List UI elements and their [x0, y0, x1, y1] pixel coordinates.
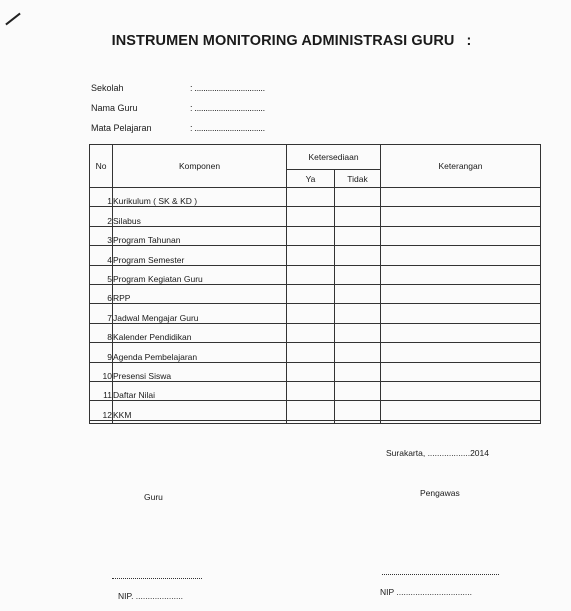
cell-tidak [335, 362, 381, 381]
row-komponen: Kalender Pendidikan [113, 323, 287, 342]
header-no: No [90, 145, 113, 188]
header-komponen: Komponen [113, 145, 287, 188]
row-number: 10 [90, 362, 113, 381]
place-date: Surakarta, ..................2014 [386, 448, 489, 458]
cell-keterangan [381, 323, 541, 342]
cell-ya [287, 381, 335, 400]
table-row [90, 265, 541, 284]
cell-tidak [335, 207, 381, 226]
cell-ya [287, 401, 335, 420]
cell-tidak [335, 284, 381, 303]
field-label: Mata Pelajaran [91, 123, 152, 133]
title-colon: : [466, 33, 472, 49]
table-row [90, 246, 541, 265]
row-komponen: KKM [113, 401, 287, 420]
cell-keterangan [381, 207, 541, 226]
row-number: 12 [90, 401, 113, 420]
cell-keterangan [381, 343, 541, 362]
row-number: 4 [90, 246, 113, 265]
field-label: Nama Guru [91, 103, 138, 113]
cell-ya [287, 246, 335, 265]
cell-keterangan [381, 246, 541, 265]
table-row [90, 226, 541, 245]
row-number: 1 [90, 188, 113, 207]
document-title [0, 33, 571, 49]
cell-keterangan [381, 188, 541, 207]
row-komponen: Agenda Pembelajaran [113, 343, 287, 362]
table-tail [90, 420, 541, 423]
header-ya: Ya [287, 170, 335, 188]
table-row [90, 304, 541, 323]
row-komponen: Program Semester [113, 246, 287, 265]
cell-keterangan [381, 401, 541, 420]
cell-keterangan [381, 381, 541, 400]
cell-tidak [335, 323, 381, 342]
row-komponen: Kurikulum ( SK & KD ) [113, 188, 287, 207]
pen-mark [5, 13, 20, 26]
cell-ya [287, 265, 335, 284]
tail-cell [335, 420, 381, 423]
table-row [90, 284, 541, 303]
field-value: : ................................ [190, 103, 265, 113]
monitoring-table [89, 144, 541, 424]
header-tidak: Tidak [335, 170, 381, 188]
title-text: INSTRUMEN MONITORING ADMINISTRASI GURU [111, 33, 455, 49]
cell-keterangan [381, 304, 541, 323]
row-number: 11 [90, 381, 113, 400]
header-ketersediaan: Ketersediaan [287, 145, 381, 170]
cell-tidak [335, 265, 381, 284]
cell-ya [287, 188, 335, 207]
table-row [90, 362, 541, 381]
row-komponen: Presensi Siswa [113, 362, 287, 381]
row-number: 5 [90, 265, 113, 284]
nip-left: NIP. .................... [118, 591, 184, 601]
table-row [90, 381, 541, 400]
cell-ya [287, 226, 335, 245]
row-number: 2 [90, 207, 113, 226]
cell-keterangan [381, 265, 541, 284]
cell-keterangan [381, 284, 541, 303]
row-komponen: Silabus [113, 207, 287, 226]
tail-cell [90, 420, 113, 423]
table-row [90, 343, 541, 362]
cell-tidak [335, 343, 381, 362]
signer-left-role: Guru [144, 492, 163, 502]
tail-cell [113, 420, 287, 423]
field-value: : ................................ [190, 83, 265, 93]
cell-tidak [335, 304, 381, 323]
row-komponen: Program Tahunan [113, 226, 287, 245]
row-komponen: Daftar Nilai [113, 381, 287, 400]
cell-ya [287, 207, 335, 226]
field-label: Sekolah [91, 83, 124, 93]
signature-line-left [112, 578, 202, 579]
table-row [90, 323, 541, 342]
row-komponen: Program Kegiatan Guru [113, 265, 287, 284]
row-number: 3 [90, 226, 113, 245]
row-komponen: RPP [113, 284, 287, 303]
signature-line-right [382, 574, 499, 575]
row-number: 8 [90, 323, 113, 342]
cell-ya [287, 362, 335, 381]
table-row [90, 207, 541, 226]
cell-keterangan [381, 362, 541, 381]
header-keterangan: Keterangan [381, 145, 541, 188]
cell-tidak [335, 401, 381, 420]
cell-ya [287, 284, 335, 303]
cell-tidak [335, 381, 381, 400]
cell-tidak [335, 246, 381, 265]
cell-keterangan [381, 226, 541, 245]
cell-ya [287, 323, 335, 342]
cell-tidak [335, 226, 381, 245]
nip-right: NIP ................................ [380, 587, 472, 597]
cell-tidak [335, 188, 381, 207]
cell-ya [287, 343, 335, 362]
row-komponen: Jadwal Mengajar Guru [113, 304, 287, 323]
cell-ya [287, 304, 335, 323]
row-number: 6 [90, 284, 113, 303]
table-row [90, 401, 541, 420]
row-number: 9 [90, 343, 113, 362]
tail-cell [381, 420, 541, 423]
table-row [90, 188, 541, 207]
tail-cell [287, 420, 335, 423]
field-value: : ................................ [190, 123, 265, 133]
row-number: 7 [90, 304, 113, 323]
signer-right-role: Pengawas [420, 488, 460, 498]
